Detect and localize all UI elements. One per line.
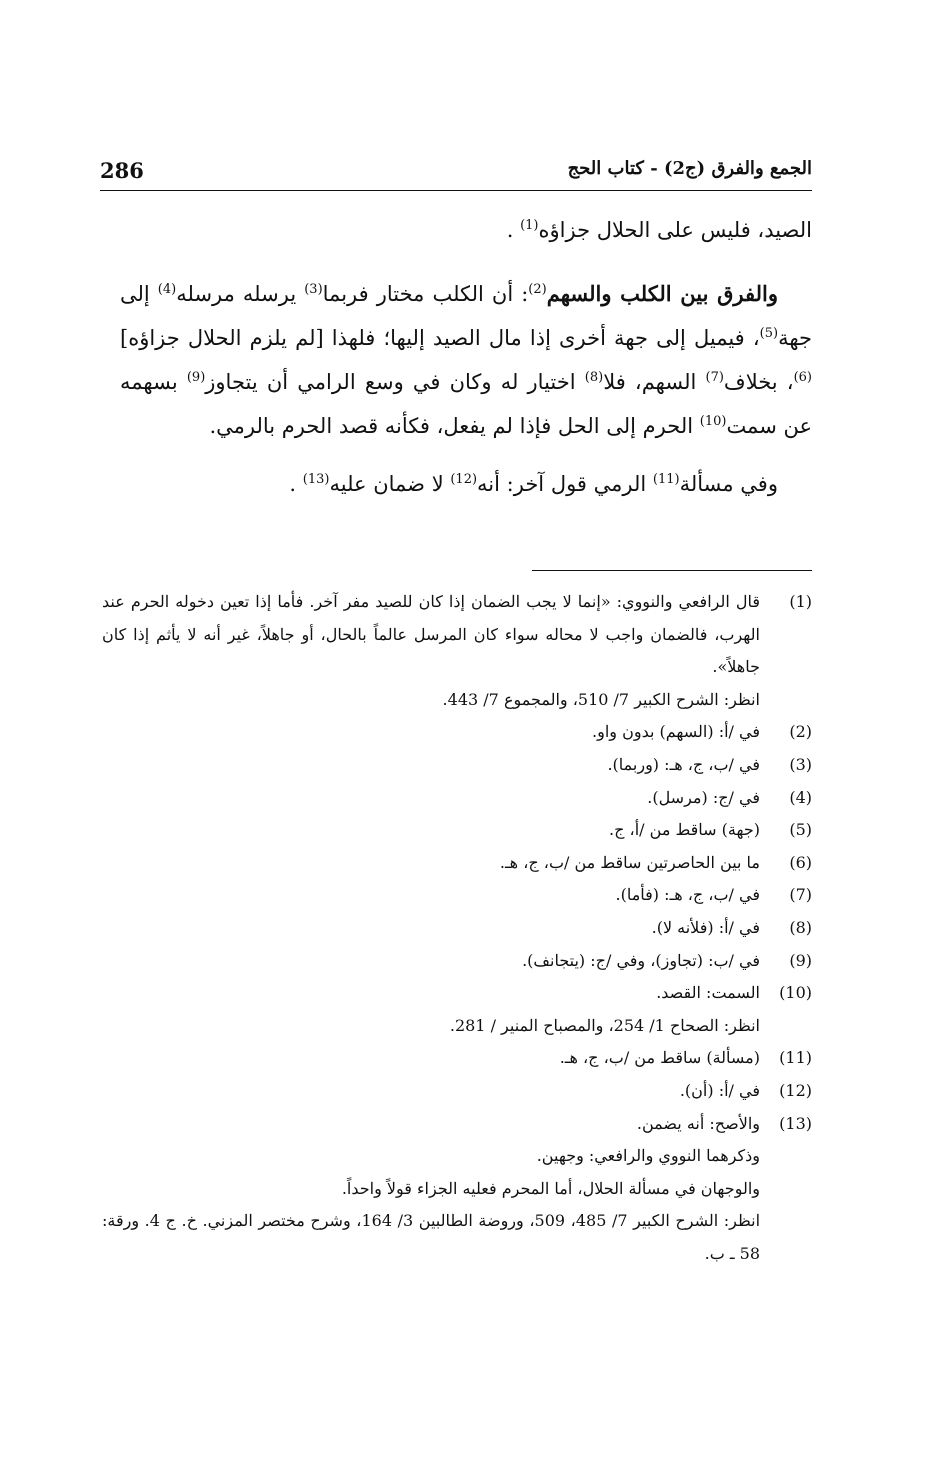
footnote-number: (5) xyxy=(789,820,812,840)
footnote-number: (3) xyxy=(789,754,812,774)
footnote-ref-1: (1) xyxy=(520,218,539,233)
footnote-item xyxy=(102,1173,812,1206)
footnote-item xyxy=(102,684,812,717)
footnote-number: (1) xyxy=(789,592,812,611)
footnote-ref-9: (9) xyxy=(186,370,206,385)
text-segment: الصيد، فليس على الحلال جزاؤه xyxy=(538,218,812,242)
footnote-number: (10) xyxy=(779,983,812,1003)
text-segment: الرمي قول آخر: أنه xyxy=(477,472,653,496)
running-title: الجمع والفرق (ج2) - كتاب الحج xyxy=(567,158,812,179)
footnote-text: قال الرافعي والنووي: «إنما لا يجب الضمان إذا كان للصيد مفر آخر. فأما إذا تعين دخوله الحرم عند الهرب، فالضمان واجب لا محاله سواء كان المرسل عالماً بالحال، أو جاهلاً، غير أنه لا يأثم إذا كان جاهلاً». xyxy=(102,592,760,677)
footnotes xyxy=(102,586,812,1270)
footnote-item xyxy=(102,586,812,684)
text-segment: بسهمه عن سمت xyxy=(120,370,812,438)
text-segment: لا ضمان عليه xyxy=(329,472,451,496)
section-heading: والفرق بين الكلب والسهم xyxy=(546,281,778,306)
footnote-text: (جهة) ساقط من /أ، ج. xyxy=(609,820,760,840)
paragraph-2 xyxy=(120,272,812,448)
text-segment: ، فيميل إلى جهة أخرى إذا مال الصيد إليها؛ فلهذا [لم يلزم الحلال جزاؤه] xyxy=(120,326,760,350)
footnote-text: في /ب: (تجاوز)، وفي /ج: (يتجانف). xyxy=(522,950,760,970)
footnote-ref-8: (8) xyxy=(584,370,604,385)
footnote-item xyxy=(102,814,812,847)
footnote-number: (6) xyxy=(789,852,812,872)
footnote-text: والأصح: أنه يضمن. xyxy=(636,1113,760,1133)
footnote-text: في /أ: (السهم) بدون واو. xyxy=(592,722,760,742)
footnote-ref-10: (10) xyxy=(699,414,727,429)
text-segment: الحرم إلى الحل فإذا لم يفعل، فكأنه قصد الحرم بالرمي. xyxy=(209,414,700,438)
footnote-ref-11: (11) xyxy=(652,472,680,487)
footnote-text: انظر: الشرح الكبير 7/ 485، 509، وروضة الطالبين 3/ 164، وشرح مختصر المزني. خ. ج 4. ورقة: 58 ـ ب. xyxy=(102,1211,761,1263)
footnote-number: (12) xyxy=(779,1080,812,1100)
text-segment: يرسله مرسله xyxy=(176,282,305,306)
footnote-item xyxy=(102,782,812,815)
page-number: 286 xyxy=(100,158,144,183)
footnote-ref-12: (12) xyxy=(450,472,478,487)
footnote-text: انظر: الصحاح 1/ 254، والمصباح المنير / 281. xyxy=(449,1015,760,1035)
text-segment: . xyxy=(289,472,303,496)
footnote-item xyxy=(102,1108,812,1141)
footnote-item xyxy=(102,945,812,978)
footnote-item xyxy=(102,912,812,945)
footnote-ref-5: (5) xyxy=(759,326,779,341)
paragraph-1 xyxy=(120,208,812,252)
footnote-item xyxy=(102,1042,812,1075)
footnote-text: في /أ: (فلأنه لا). xyxy=(651,917,760,937)
footnote-text: والوجهان في مسألة الحلال، أما المحرم فعليه الجزاء قولاً واحداً. xyxy=(341,1178,760,1198)
footnote-text: السمت: القصد. xyxy=(656,983,760,1003)
footnote-item xyxy=(102,1010,812,1043)
footnote-ref-4: (4) xyxy=(157,282,177,297)
footnote-ref-7: (7) xyxy=(705,370,724,385)
text-segment: إلى جهة xyxy=(120,282,812,350)
footnote-separator xyxy=(532,570,812,571)
text-segment: اختيار له وكان في وسع الرامي أن يتجاوز xyxy=(205,370,585,394)
footnote-number: (4) xyxy=(789,787,812,807)
footnote-item xyxy=(102,716,812,749)
page-header xyxy=(100,150,812,191)
footnote-ref-3: (3) xyxy=(304,282,323,297)
paragraph-3 xyxy=(120,462,812,506)
footnote-number: (13) xyxy=(779,1113,812,1133)
footnote-text: وذكرهما النووي والرافعي: وجهين. xyxy=(536,1146,760,1166)
text-segment: ، بخلاف xyxy=(723,370,794,394)
footnote-item xyxy=(102,1140,812,1173)
footnote-item xyxy=(102,847,812,880)
footnote-item xyxy=(102,879,812,912)
footnote-item xyxy=(102,1075,812,1108)
footnote-text: ما بين الحاصرتين ساقط من /ب، ج، هـ. xyxy=(499,852,760,872)
footnote-number: (7) xyxy=(789,885,812,905)
footnote-item xyxy=(102,749,812,782)
footnote-text: في /أ: (أن). xyxy=(679,1080,760,1100)
footnote-number: (8) xyxy=(789,917,812,937)
footnote-item xyxy=(102,977,812,1010)
footnote-ref-6: (6) xyxy=(793,370,812,385)
text-segment: وفي مسألة xyxy=(679,472,778,496)
footnote-text: في /ب، ج، هـ: (وربما). xyxy=(607,754,760,774)
footnote-ref-2: (2) xyxy=(528,282,547,297)
footnote-item xyxy=(102,1205,812,1270)
text-segment: . xyxy=(506,218,521,242)
footnote-number: (11) xyxy=(779,1048,812,1068)
text-segment: : أن الكلب مختار فربما xyxy=(322,282,529,306)
footnote-text: في /ج: (مرسل). xyxy=(647,787,760,807)
footnote-number: (9) xyxy=(789,950,812,970)
footnote-number: (2) xyxy=(789,722,812,742)
footnote-text: في /ب، ج، هـ: (فأما). xyxy=(615,885,760,905)
text-segment: السهم، فلا xyxy=(603,370,706,394)
footnote-text: (مسألة) ساقط من /ب، ج، هـ. xyxy=(559,1048,760,1068)
main-text xyxy=(120,208,812,506)
footnote-ref-13: (13) xyxy=(302,472,330,487)
footnote-text: انظر: الشرح الكبير 7/ 510، والمجموع 7/ 443. xyxy=(442,689,760,709)
